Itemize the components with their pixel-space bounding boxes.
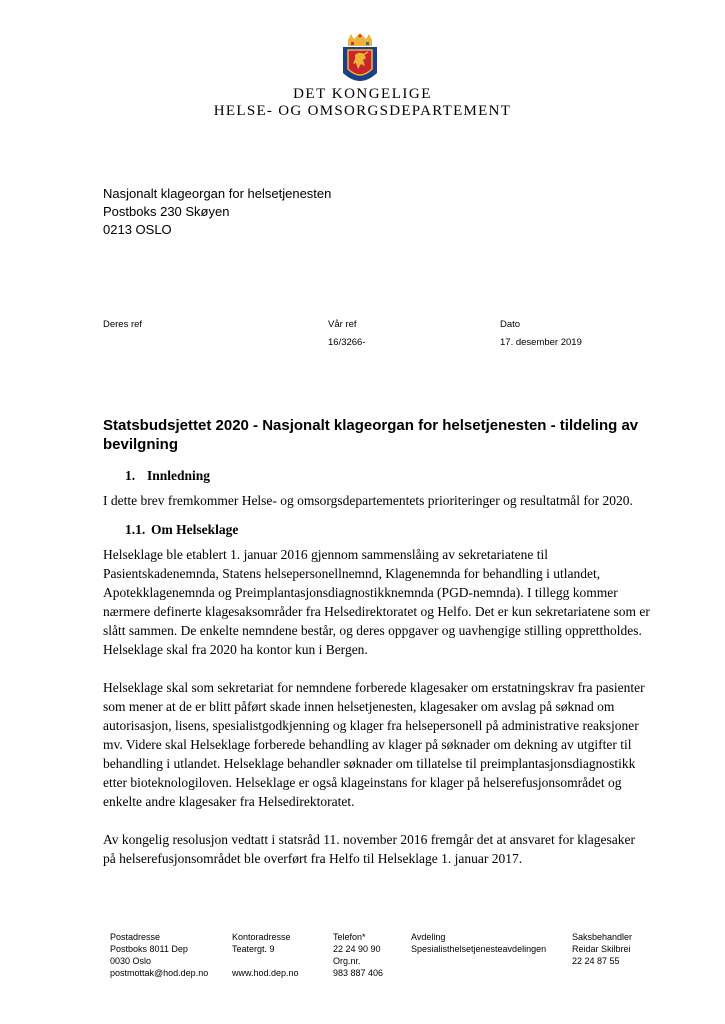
footer-avdeling — [411, 931, 546, 955]
section-number: 1. — [125, 468, 136, 483]
footer-postadresse — [110, 931, 208, 979]
coat-of-arms-logo — [339, 33, 381, 87]
footer-website: www.hod.dep.no — [232, 968, 299, 978]
var-ref-value: 16/3266- — [328, 337, 366, 348]
recipient-name: Nasjonalt klageorgan for helsetjenesten — [103, 186, 332, 201]
document-title: Statsbudsjettet 2020 - Nasjonalt klageorgan for helsetjenesten - tildeling av bevilgning — [103, 417, 639, 453]
footer-kontoradresse — [232, 931, 299, 979]
recipient-postal: 0213 OSLO — [103, 222, 172, 237]
footer-value: Teatergt. 9 — [232, 944, 275, 954]
footer-value: 22 24 90 90 — [333, 944, 381, 954]
footer-value: 983 887 406 — [333, 968, 384, 978]
footer-label: Kontoradresse — [232, 932, 291, 942]
footer-label: Saksbehandler — [572, 932, 633, 942]
footer-telefon — [333, 931, 383, 979]
crown-icon — [348, 33, 372, 46]
paragraph: Helseklage ble etablert 1. januar 2016 gjennom sammenslåing av sekretariatene til Pasientskadenemnda, Statens helsepersonellnemnd, Klagenemnda for behandling i utlandet, Apotekklagenemnda og Preimplantasjonsdiagnostikknemnda (PGD-nemnda). I tillegg kommer nærmere definerte klagesaksområder fra Helsedirektoratet og Helfo. Det er kun sekretariatene som er slått sammen. De enkelte nemndene består, og deres oppgaver og uavhengige stilling opprettholdes. Helseklage skal fra 2020 ha kontor kun i Bergen. — [103, 547, 650, 657]
section-number: 1.1. — [125, 522, 146, 537]
paragraph: Helseklage skal som sekretariat for nemndene forberede klagesaker om erstatningskrav fra pasienter som mener at de er blitt påført skade innen helsetjenesten, klagesaker om avslag på søknad om autorisasjon, lisens, spesialistgodkjenning og klager fra helsepersonell på administrative reaksjoner mv. Videre skal Helseklage forberede behandling av klager på søknader om dekning av utgifter til behandling i utlandet. Helseklage behandler søknader om tillatelse til preimplantasjonsdiagnostikk etter bioteknologiloven. Helseklage er også klageinstans for klager på helserefusjonsområdet og enkelte andre klagesaker fra Helsedirektoratet. — [103, 680, 645, 809]
dato-value: 17. desember 2019 — [500, 337, 582, 348]
footer-label: Telefon* — [333, 932, 366, 942]
footer-saksbehandler — [572, 931, 632, 967]
footer-label: Avdeling — [411, 932, 446, 942]
footer-value: Spesialisthelsetjenesteavdelingen — [411, 944, 547, 954]
var-ref-label: Vår ref — [328, 319, 357, 330]
deres-ref-label: Deres ref — [103, 319, 143, 330]
footer-value: 22 24 87 55 — [572, 956, 620, 966]
department-name-line2: HELSE- OG OMSORGSDEPARTEMENT — [213, 103, 512, 119]
section-heading-1 — [125, 466, 651, 485]
recipient-address — [103, 185, 331, 239]
dato-label: Dato — [500, 319, 521, 330]
recipient-street: Postboks 230 Skøyen — [103, 204, 230, 219]
paragraph: Av kongelig resolusjon vedtatt i statsråd 11. november 2016 fremgår det at ansvaret for klagesaker på helserefusjonsområdet ble overført fra Helfo til Helseklage 1. januar 2017. — [103, 832, 635, 866]
footer-label: Postadresse — [110, 932, 161, 942]
section-title: Innledning — [147, 468, 211, 483]
section-heading-1-1 — [125, 520, 651, 539]
department-name-line1: DET KONGELIGE — [293, 86, 432, 102]
section-title: Om Helseklage — [151, 522, 239, 537]
footer-value: Postboks 8011 Dep — [110, 944, 188, 954]
document-body — [103, 466, 651, 868]
footer-value: 0030 Oslo — [110, 956, 152, 966]
footer-value: Reidar Skilbrei — [572, 944, 631, 954]
footer-label: Org.nr. — [333, 956, 361, 966]
footer-email: postmottak@hod.dep.no — [110, 968, 209, 978]
intro-paragraph: I dette brev fremkommer Helse- og omsorgsdepartementets prioriteringer og resultatmål for 2020. — [103, 493, 633, 508]
